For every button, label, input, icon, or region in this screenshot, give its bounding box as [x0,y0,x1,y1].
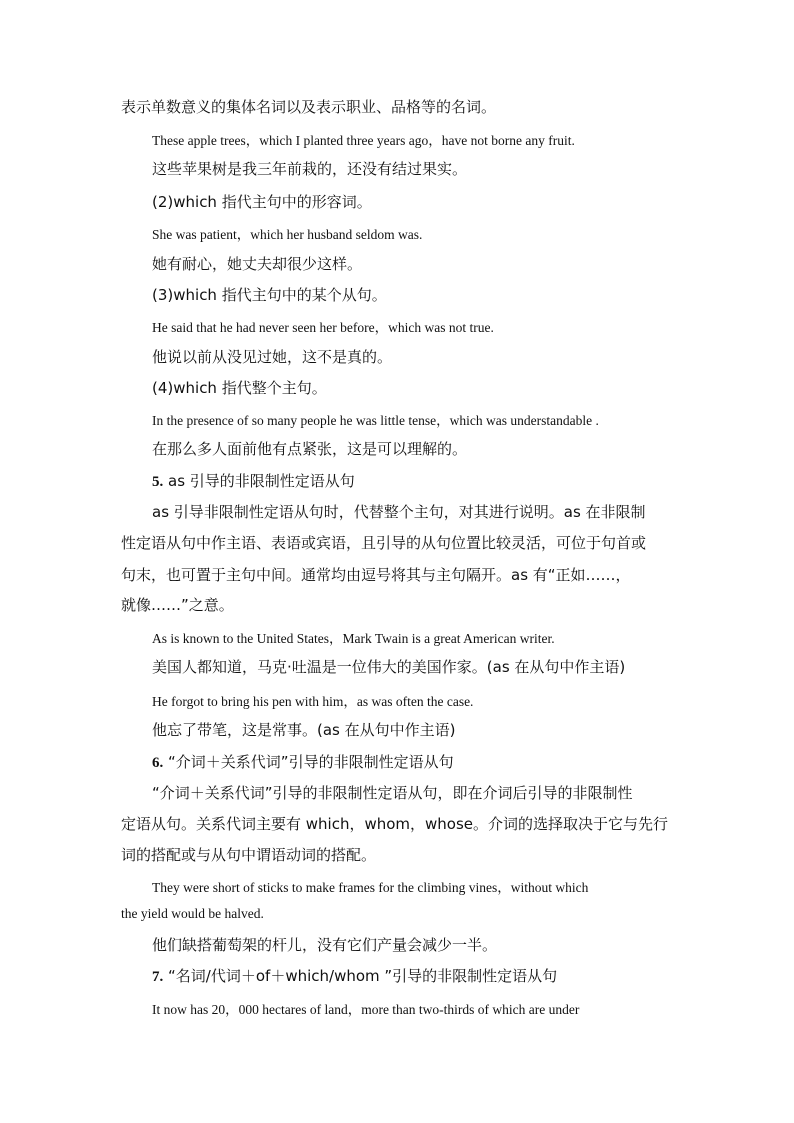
example-sentence: She was patient，which her husband seldom was. [152,227,423,242]
paragraph-line: 定语从句。关系代词主要有 which，whom，whose。介词的选择取决于它与先行 [121,815,669,833]
example-sentence: It now has 20，000 hectares of land，more than two-thirds of which are under [152,1002,580,1017]
section-heading-6 [152,751,454,772]
translation-line: 他说以前从没见过她，这不是真的。 [152,348,393,366]
example-sentence: He said that he had never seen her before，which was not true. [152,320,494,335]
section-number: 5. [152,474,164,490]
translation-line: 他忘了带笔，这是常事。(as 在从句中作主语) [152,721,456,739]
paragraph-line: 就像……”之意。 [121,596,234,614]
section-heading-5 [152,470,355,491]
subpoint-heading: (3)which 指代主句中的某个从句。 [152,286,387,304]
section-number: 7. [152,969,164,985]
translation-line: 这些苹果树是我三年前栽的，还没有结过果实。 [152,160,468,178]
translation-line: 美国人都知道，马克·吐温是一位伟大的美国作家。(as 在从句中作主语) [152,658,626,676]
example-sentence: In the presence of so many people he was little tense，which was understandable . [152,413,599,428]
subpoint-heading: (2)which 指代主句中的形容词。 [152,193,372,211]
section-title: “介词＋关系代词”引导的非限制性定语从句 [168,753,454,771]
example-sentence: He forgot to bring his pen with him，as was often the case. [152,694,474,709]
section-number: 6. [152,755,164,771]
translation-line: 在那么多人面前他有点紧张，这是可以理解的。 [152,440,468,458]
example-sentence-continued: the yield would be halved. [121,906,264,921]
section-title: as 引导的非限制性定语从句 [168,472,355,490]
section-heading-7 [152,965,557,986]
example-sentence: These apple trees，which I planted three years ago，have not borne any fruit. [152,133,575,148]
paragraph-line: as 引导非限制性定语从句时，代替整个主句，对其进行说明。as 在非限制 [152,503,646,521]
translation-line: 他们缺搭葡萄架的杆儿，没有它们产量会减少一半。 [152,936,498,954]
example-sentence: As is known to the United States，Mark Twain is a great American writer. [152,631,555,646]
section-title: “名词/代词＋of＋which/whom ”引导的非限制性定语从句 [168,967,558,985]
paragraph-line: 性定语从句中作主语、表语或宾语，且引导的从句位置比较灵活，可位于句首或 [121,534,647,552]
paragraph-line: “介词＋关系代词”引导的非限制性定语从句，即在介词后引导的非限制性 [152,784,633,802]
paragraph-line: 词的搭配或与从句中谓语动词的搭配。 [121,846,377,864]
subpoint-heading: (4)which 指代整个主句。 [152,379,327,397]
translation-line: 她有耐心，她丈夫却很少这样。 [152,255,363,273]
example-sentence: They were short of sticks to make frames for the climbing vines，without which [152,880,589,895]
text-line: 表示单数意义的集体名词以及表示职业、品格等的名词。 [121,98,497,116]
paragraph-line: 句末，也可置于主句中间。通常均由逗号将其与主句隔开。as 有“正如……， [121,566,631,584]
